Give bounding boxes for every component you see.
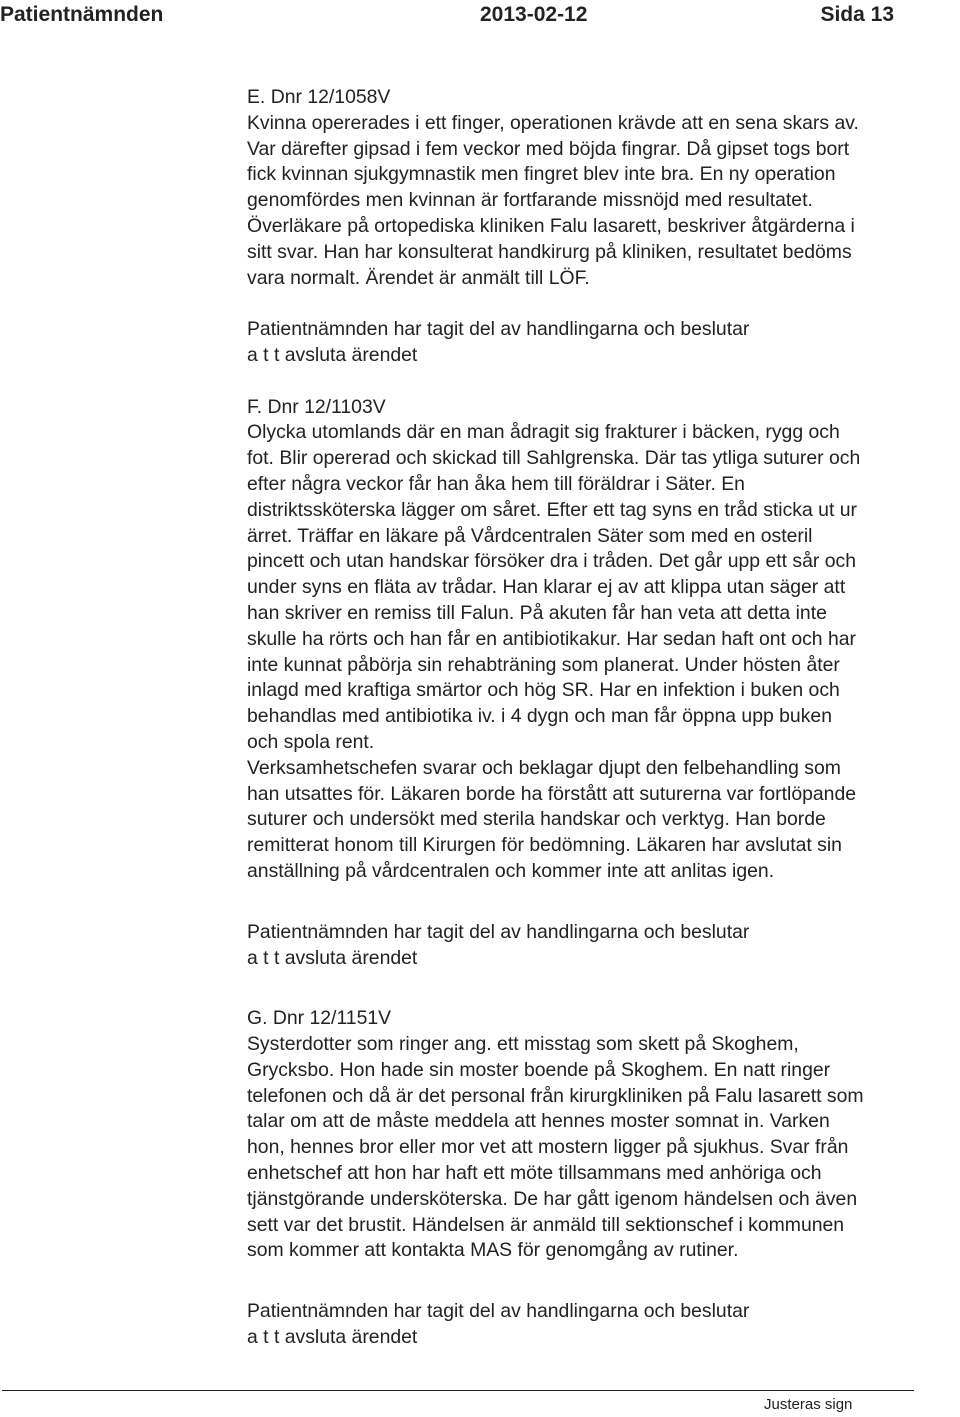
case-text-line: hon, hennes bror eller mor vet att mostern ligger på sjukhus. Svar från (247, 1136, 849, 1159)
decision-text: Patientnämnden har tagit del av handlingarna och beslutar (247, 920, 750, 943)
case-text-line: distriktssköterska lägger om såret. Efter ett tag syns en tråd sticka ut ur (247, 498, 857, 521)
case-text-line: genomfördes men kvinnan är fortfarande missnöjd med resultatet. (247, 189, 813, 212)
decision-text: Patientnämnden har tagit del av handlingarna och beslutar (247, 1300, 750, 1323)
case-text-line: Kvinna opererades i ett finger, operationen krävde att en sena skars av. (247, 111, 859, 134)
case-text-line: sett var det brustit. Händelsen är anmäld till sektionschef i kommunen (247, 1213, 845, 1236)
case-section-f (247, 395, 960, 972)
decision-outcome: a t t avsluta ärendet (247, 946, 418, 969)
case-text-line: Olycka utomlands där en man ådragit sig frakturer i bäcken, rygg och (247, 421, 840, 444)
case-text-line: Grycksbo. Hon hade sin moster boende på Skoghem. En natt ringer (247, 1058, 831, 1081)
case-text-line: skulle ha rörts och han får en antibiotikakur. Har sedan haft ont och har (247, 627, 857, 650)
case-title: F. Dnr 12/1103V (247, 395, 386, 418)
case-section-e (247, 85, 960, 369)
case-text-line: telefonen och då är det personal från kirurgkliniken på Falu lasarett som (247, 1084, 864, 1107)
case-text-line: han utsattes för. Läkaren borde ha förstått att suturerna var fortlöpande (247, 782, 857, 805)
decision-outcome: a t t avsluta ärendet (247, 1326, 418, 1349)
header-date: 2013-02-12 (480, 3, 588, 26)
case-text-line: Var därefter gipsad i fem veckor med böjda fingrar. Då gipset togs bort (247, 137, 850, 160)
case-title: E. Dnr 12/1058V (247, 86, 391, 108)
case-title: G. Dnr 12/1151V (247, 1007, 392, 1030)
case-text-line: som kommer att kontakta MAS för genomgång av rutiner. (247, 1239, 739, 1262)
case-text-line: suturer och undersökt med sterila handskar och verktyg. Han borde (247, 808, 826, 831)
case-text-line: sitt svar. Han har konsulterat handkirurg på kliniken, resultatet bedöms (247, 240, 852, 263)
case-text-line: enhetschef att hon har haft ett möte tillsammans med anhöriga och (247, 1162, 822, 1185)
case-text-line: behandlas med antibiotika iv. i 4 dygn och man får öppna upp buken (247, 705, 832, 728)
case-text-line: tjänstgörande undersköterska. De har gått igenom händelsen och även (247, 1187, 858, 1210)
case-text-line: talar om att de måste meddela att hennes moster somnat in. Varken (247, 1110, 830, 1133)
document-body (247, 85, 960, 1351)
page-header (0, 0, 960, 30)
case-text-line: remitterat honom till Kirurgen för bedömning. Läkaren har avslutat sin (247, 834, 842, 857)
header-page-number: Sida 13 (820, 3, 894, 26)
case-text-line: och spola rent. (247, 730, 375, 753)
case-text-line: inte kunnat påbörja sin rehabträning som planerat. Under hösten åter (247, 653, 840, 676)
case-section-g (247, 1006, 960, 1351)
case-text-line: ärret. Träffar en läkare på Vårdcentralen Säter som med en osteril (247, 524, 813, 547)
case-text-line: efter några veckor får han åka hem till föräldrar i Säter. En (247, 472, 745, 495)
case-text-line: vara normalt. Ärendet är anmält till LÖF. (247, 266, 590, 289)
case-text-line: anställning på vårdcentralen och kommer inte att anlitas igen. (247, 859, 775, 882)
case-text-line: fick kvinnan sjukgymnastik men fingret blev inte bra. En ny operation (247, 163, 836, 186)
case-text-line: pincett och utan handskar försöker dra i tråden. Det går upp ett sår och (247, 550, 856, 573)
decision-text: Patientnämnden har tagit del av handlingarna och beslutar (247, 318, 750, 341)
case-text-line: Verksamhetschefen svarar och beklagar djupt den felbehandling som (247, 756, 841, 779)
case-text-line: fot. Blir opererad och skickad till Sahlgrenska. Där tas ytliga suturer och (247, 447, 861, 470)
signature-line (2, 1390, 914, 1391)
case-text-line: under syns en fläta av trådar. Han klarar ej av att klippa utan säger att (247, 576, 846, 599)
signature-label: Justeras sign (764, 1396, 853, 1413)
case-text-line: Systerdotter som ringer ang. ett misstag som skett på Skoghem, (247, 1033, 799, 1056)
case-text-line: inlagd med kraftiga smärtor och hög SR. Har en infektion i buken och (247, 679, 840, 702)
case-text-line: han skriver en remiss till Falun. På akuten får han veta att detta inte (247, 601, 827, 624)
header-organization: Patientnämnden (0, 3, 164, 26)
decision-outcome: a t t avsluta ärendet (247, 343, 418, 366)
case-text-line: Överläkare på ortopediska kliniken Falu lasarett, beskriver åtgärderna i (247, 214, 855, 237)
